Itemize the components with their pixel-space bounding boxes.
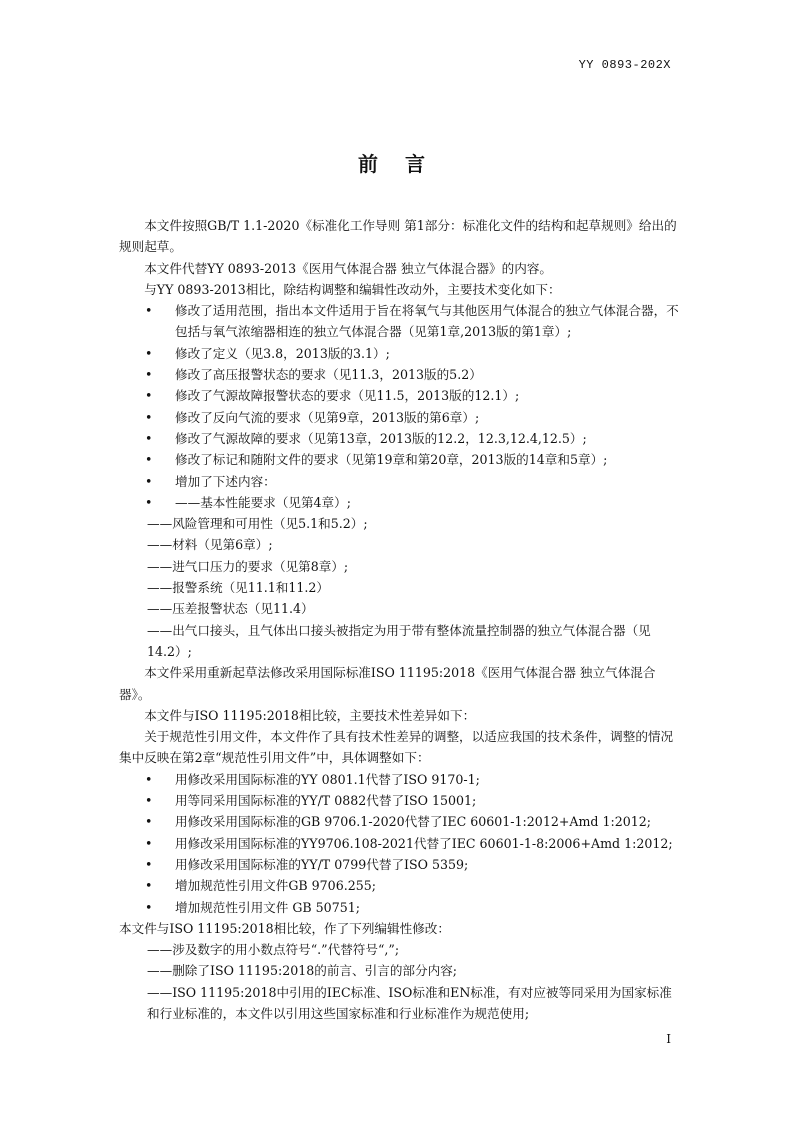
reference-item xyxy=(119,875,679,896)
bullet-icon: • xyxy=(145,367,153,383)
bullet-icon: • xyxy=(145,452,153,468)
edit-item: ——ISO 11195:2018中引用的IEC标准、ISO标准和EN标准，有对应被等同采用为国家标准和行业标准的，本文件以引用这些国家标准和行业标准作为规范使用; xyxy=(147,984,672,1021)
document-code: YY 0893-202X xyxy=(578,58,671,72)
page-number: I xyxy=(666,1032,671,1046)
bullet-icon: • xyxy=(145,494,153,510)
reference-item xyxy=(119,790,679,811)
addition-item: ——压差报警状态（见11.4） xyxy=(147,601,314,617)
bullet-icon: • xyxy=(145,409,153,425)
bullet-icon: • xyxy=(145,388,153,404)
addition-item: ——出气口接头，且气体出口接头被指定为用于带有整体流量控制器的独立气体混合器（见14.2）; xyxy=(147,622,651,659)
paragraph: 本文件采用重新起草法修改采用国际标准ISO 11195:2018《医用气体混合器 独立气体混合器》。 xyxy=(119,665,656,702)
change-text: 增加了下述内容： xyxy=(175,473,276,489)
reference-text: 用修改采用国际标准的GB 9706.1-2020代替了IEC 60601-1:2012+Amd 1:2012; xyxy=(175,814,652,830)
paragraph: 本文件代替YY 0893-2013《医用气体混合器 独立气体混合器》的内容。 xyxy=(144,260,553,276)
bullet-icon: • xyxy=(145,899,153,915)
change-item xyxy=(119,364,679,385)
addition-item: ——报警系统（见11.1和11.2） xyxy=(147,580,330,596)
change-text: 修改了气源故障报警状态的要求（见11.5，2013版的12.1）; xyxy=(175,388,520,404)
change-text: 修改了定义（见3.8，2013版的3.1）; xyxy=(175,345,390,361)
change-item xyxy=(119,407,679,428)
addition-item: ——风险管理和可用性（见5.1和5.2）; xyxy=(147,516,368,532)
change-item xyxy=(119,449,679,470)
bullet-icon: • xyxy=(145,430,153,446)
change-text: ——基本性能要求（见第4章）; xyxy=(175,494,351,510)
reference-item xyxy=(119,811,679,832)
reference-text: 增加规范性引用文件GB 9706.255; xyxy=(175,878,376,894)
reference-item xyxy=(119,854,679,875)
bullet-icon: • xyxy=(145,835,153,851)
reference-item xyxy=(119,897,679,918)
bullet-icon: • xyxy=(145,771,153,787)
change-item xyxy=(119,343,679,364)
paragraph: 本文件与ISO 11195:2018相比较，作了下列编辑性修改： xyxy=(119,920,450,936)
bullet-icon: • xyxy=(145,856,153,872)
reference-text: 用修改采用国际标准的YY 0801.1代替了ISO 9170-1; xyxy=(175,771,480,787)
paragraph: 本文件与ISO 11195:2018相比较，主要技术性差异如下： xyxy=(144,707,476,723)
edit-item: ——涉及数字的用小数点符号“.”代替符号“,”; xyxy=(147,942,400,958)
bullet-icon: • xyxy=(145,303,153,319)
change-text: 修改了标记和随附文件的要求（见第19章和第20章，2013版的14章和5章）; xyxy=(175,452,608,468)
document-body xyxy=(119,215,679,1024)
page-title: 前 言 xyxy=(358,152,435,176)
change-text: 修改了高压报警状态的要求（见11.3，2013版的5.2） xyxy=(175,367,482,383)
bullet-icon: • xyxy=(145,473,153,489)
bullet-icon: • xyxy=(145,814,153,830)
addition-item: ——材料（见第6章）; xyxy=(147,537,273,553)
reference-text: 增加规范性引用文件 GB 50751; xyxy=(175,899,360,915)
bullet-icon: • xyxy=(145,878,153,894)
change-text: 修改了气源故障的要求（见第13章，2013版的12.2，12.3,12.4,12.5）; xyxy=(175,430,587,446)
reference-text: 用修改采用国际标准的YY/T 0799代替了ISO 5359; xyxy=(175,856,469,872)
change-item xyxy=(119,492,679,513)
bullet-icon: • xyxy=(145,345,153,361)
reference-text: 用修改采用国际标准的YY9706.108-2021代替了IEC 60601-1-8:2006+Amd 1:2012; xyxy=(175,835,673,851)
bullet-icon: • xyxy=(145,793,153,809)
reference-item xyxy=(119,833,679,854)
change-item xyxy=(119,385,679,406)
change-text: 修改了反向气流的要求（见第9章，2013版的第6章）; xyxy=(175,409,480,425)
change-item xyxy=(119,471,679,492)
addition-item: ——进气口压力的要求（见第8章）; xyxy=(147,558,349,574)
paragraph: 与YY 0893-2013相比，除结构调整和编辑性改动外，主要技术变化如下： xyxy=(144,281,561,297)
change-text: 修改了适用范围，指出本文件适用于旨在将氧气与其他医用气体混合的独立气体混合器，不包括与氧气浓缩器相连的独立气体混合器（见第1章,2013版的第1章）; xyxy=(175,303,679,340)
reference-item xyxy=(119,769,679,790)
change-item xyxy=(119,428,679,449)
reference-text: 用等同采用国际标准的YY/T 0882代替了ISO 15001; xyxy=(175,793,477,809)
paragraph: 本文件按照GB/T 1.1-2020《标准化工作导则 第1部分：标准化文件的结构和起草规则》给出的规则起草。 xyxy=(119,218,677,255)
edit-item: ——删除了ISO 11195:2018的前言、引言的部分内容; xyxy=(147,963,458,979)
paragraph: 关于规范性引用文件，本文件作了具有技术性差异的调整，以适应我国的技术条件，调整的情况集中反映在第2章“规范性引用文件”中，具体调整如下： xyxy=(119,729,674,766)
change-item xyxy=(119,300,679,343)
